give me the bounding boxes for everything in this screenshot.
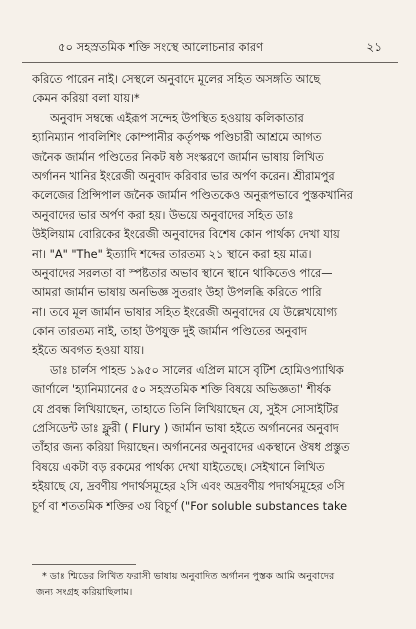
body-line: যে প্রবন্ধ লিখিয়াছেন, তাহাতে তিনি লিখিয়াছেন যে, সুইস সোসাইটির — [32, 402, 339, 416]
body-line: অনুবাদের ভার অর্পণ করা হয়। উভয়ে অনুবাদের সহিত ডাঃ — [32, 208, 294, 222]
body-line: অনুবাদ সম্বন্ধে এইরূপ সন্দেহ উপস্থিত হওয়ায় কলিকাতার — [50, 111, 304, 125]
body-line: কলেজের প্রিন্সিপাল জনৈক জার্মান পণ্ডিতকেও অনুরূপভাবে পুস্তকখানির — [32, 189, 353, 203]
body-line: কোন তারতম্য নাই, তাহা উপযুক্ত দুই জার্মান পণ্ডিতের অনুবাদ — [32, 325, 307, 339]
body-line: অর্গানন খানির ইংরেজী অনুবাদ করিবার ভার অর্পণ করেন। শ্রীরামপুর — [32, 169, 335, 183]
body-line: করিতে পারেন নাই। সেস্থলে অনুবাদে মূলের সহিত অসঙ্গতি আছে — [32, 73, 321, 86]
body-line: তাঁহার জন্য করিয়া দিয়াছেন। অর্গাননের অনুবাদের একস্থানে ঔষধ প্রস্তুত — [32, 441, 350, 455]
body-line: হইতে অবগত হওয়া যায়। — [32, 344, 145, 358]
header-rule — [22, 62, 398, 63]
running-header — [40, 38, 392, 56]
body-line: না। "A" "The" ইত্যাদি শব্দের তারতম্য ২১ স্থানে করা হয় মাত্র। — [32, 247, 312, 261]
body-line: উইলিয়াম বোরিকের ইংরেজী অনুবাদের বিশেষ কোন পার্থক্য দেখা যায় — [32, 228, 340, 242]
body-line: ডাঃ চার্লস পাহন্ড ১৯৫০ সালের এপ্রিল মাসে বৃটিশ হোমিওপ্যাথিক — [50, 363, 344, 377]
body-line: কেমন করিয়া বলা যায়।* — [32, 92, 140, 106]
page-number: ২১ — [366, 40, 382, 54]
body-line: বিষয়ে একটা বড় রকমের পার্থক্য দেখা যাইতেছে। সেইখানে লিখিত — [32, 460, 325, 474]
body-text — [32, 70, 404, 516]
body-line: জনৈক জার্মান পণ্ডিতের নিকট ষষ্ঠ সংস্করণে জার্মান ভাষায় লিখিত — [32, 150, 324, 164]
footnote — [36, 569, 402, 601]
body-line: হ্যানিম্যান পাবলিশিং কোম্পানীর কর্তৃপক্ষ পণ্ডিচারী আশ্রমে আগত — [32, 131, 322, 145]
body-line: অনুবাদের সরলতা বা স্পষ্টতার অভাব স্থানে স্থানে থাকিতেও পারে— — [32, 266, 333, 280]
body-line: জার্ণালে 'হ্যানিম্যানের ৫০ সহস্রতমিক শক্তি বিষয়ে অভিজ্ঞতা' শীর্ষক — [32, 383, 331, 397]
body-line: না। তবে মূল জার্মান ভাষার সহিত ইংরেজী অনুবাদের যে উল্লেখযোগ্য — [32, 305, 338, 319]
body-line: আমরা জার্মান ভাষায় অনভিজ্ঞ সুতরাং উহা উপলব্ধি করিতে পারি — [32, 286, 322, 300]
footnote-line: * ডাঃ শ্মিডের লিখিত ফরাসী ভাষায় অনুবাদিত অর্গানন পুস্তক আমি অনুবাদের — [42, 571, 335, 582]
body-line: প্রেসিডেন্ট ডাঃ ফ্লুরী ( Flury ) জার্মান ভাষা হইতে অর্গাননের অনুবাদ — [32, 422, 339, 436]
footnote-line: জন্য সংগ্রহ করিয়াছিলাম। — [36, 587, 133, 598]
body-line: হইয়াছে যে, দ্রবণীয় পদার্থসমূহের ২সি এবং অদ্রবণীয় পদার্থসমূহের ৩সি — [32, 480, 345, 494]
footnote-rule — [32, 564, 136, 565]
running-title: ৫০ সহস্রতমিক শক্তি সংস্থে আলোচনার কারণ — [58, 40, 264, 54]
body-line: চূর্ণ বা শততমিক শক্তির ৩য় বিচূর্ণ ("For soluble substances take — [32, 499, 348, 513]
